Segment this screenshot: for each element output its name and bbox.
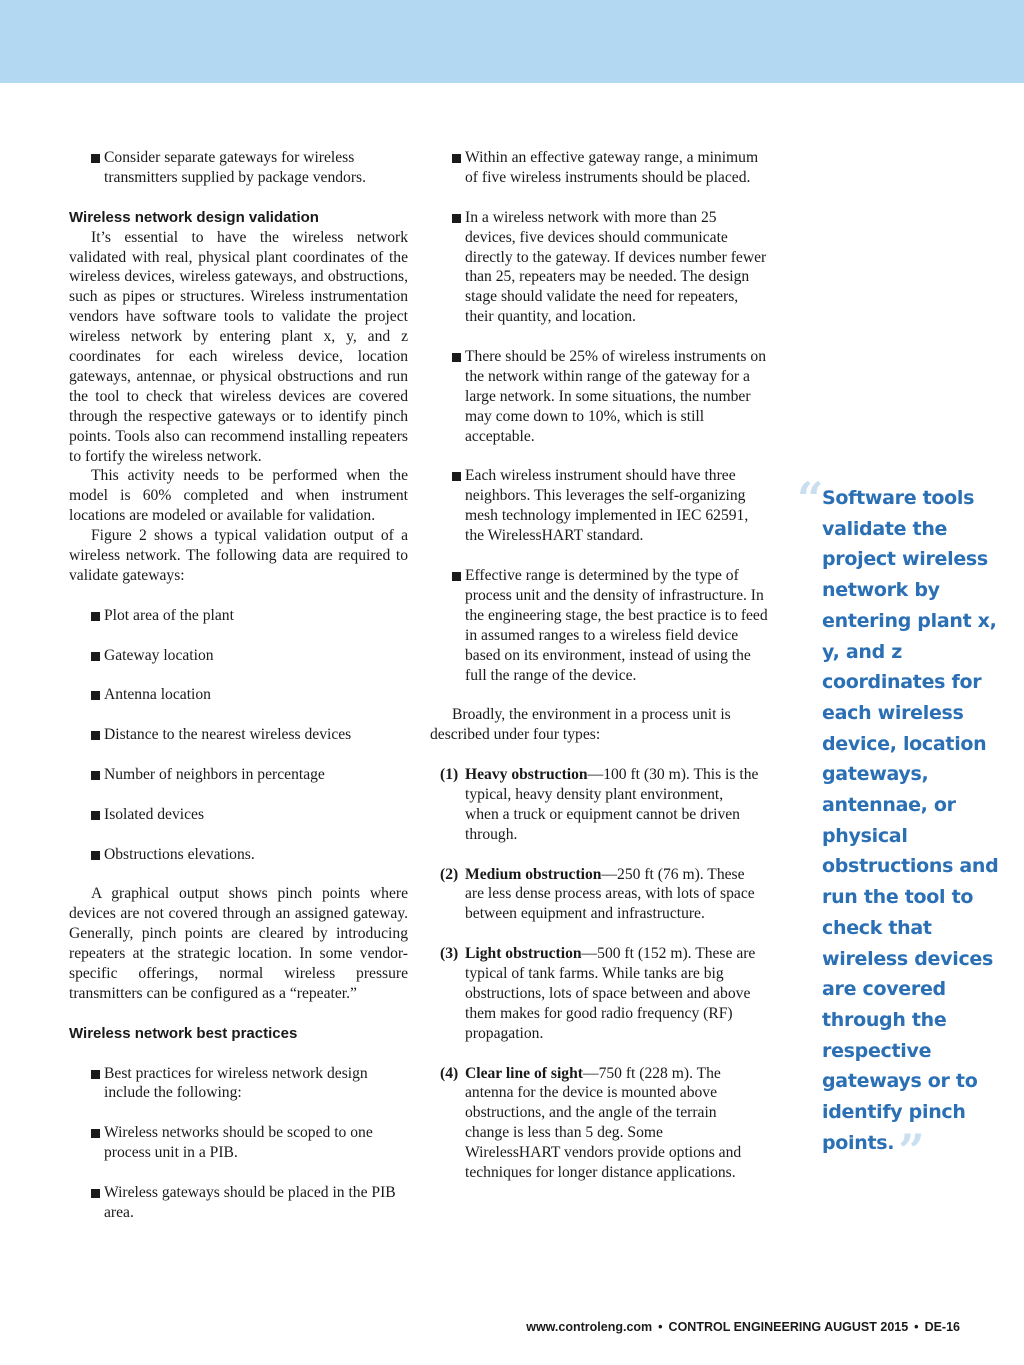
list-item: Plot area of the plant bbox=[69, 606, 408, 626]
list-item: In a wireless network with more than 25 devices, five devices should communicate directly to the gateway. If devices number fewer than 25, repeaters may be needed. The design stage should validate the need for repeaters, their quantity, and location. bbox=[430, 208, 768, 327]
pull-quote: Software tools validate the project wireless network by entering plant x, y, and z coordinates for each wireless device, location gateways, antennae, or physical obstructions and run the tool to check that wireless devices are covered through the respective gateways or to identify pinch points.” bbox=[822, 487, 999, 1178]
list-item: Each wireless instrument should have three neighbors. This leverages the self-organizing mesh technology implemented in IEC 62591, the WirelessHART standard. bbox=[430, 466, 768, 546]
list-item: Wireless gateways should be placed in the PIB area. bbox=[69, 1183, 408, 1223]
list-item: Number of neighbors in percentage bbox=[69, 765, 408, 785]
open-quote-icon: “ bbox=[797, 472, 824, 526]
best-practices-list-continued bbox=[430, 148, 768, 685]
footer-site: www.controleng.com bbox=[526, 1320, 653, 1334]
footer-magazine: CONTROL ENGINEERING AUGUST 2015 bbox=[668, 1320, 909, 1334]
list-item: Distance to the nearest wireless devices bbox=[69, 725, 408, 745]
bullet-square-icon bbox=[91, 1129, 100, 1138]
list-item: Isolated devices bbox=[69, 805, 408, 825]
bullet-square-icon bbox=[452, 472, 461, 481]
header-color-band bbox=[0, 0, 1024, 83]
list-item: Obstructions elevations. bbox=[69, 845, 408, 865]
paragraph: Broadly, the environment in a process unit is described under four types: bbox=[430, 706, 731, 744]
paragraph: This activity needs to be performed when the model is 60% completed and when instrument locations are modeled or available for validation. bbox=[69, 467, 408, 525]
list-item: (3) Light obstruction—500 ft (152 m). These are typical of tank farms. While tanks are big obstructions, lots of space between and above them makes for good radio frequency (RF) propagation. bbox=[440, 945, 756, 1042]
paragraph: A graphical output shows pinch points where devices are not covered through an assigned gateway. Generally, pinch points are cleared by introducing repeaters at the strategic location. In some vendor-specific offerings, normal wireless pressure transmitters can be configured as a “repeater.” bbox=[69, 885, 408, 1002]
bullet-square-icon bbox=[91, 851, 100, 860]
validation-data-list bbox=[69, 606, 408, 865]
bullet-square-icon bbox=[91, 652, 100, 661]
list-item: (2) Medium obstruction—250 ft (76 m). These are less dense process areas, with lots of space between equipment and infrastructure. bbox=[440, 865, 755, 923]
bullet-square-icon bbox=[91, 154, 100, 163]
bullet-square-icon bbox=[452, 572, 461, 581]
environment-types-list bbox=[430, 765, 768, 1183]
list-item: Within an effective gateway range, a minimum of five wireless instruments should be placed. bbox=[430, 148, 768, 188]
bullet-square-icon bbox=[452, 353, 461, 362]
close-quote-icon: ” bbox=[898, 1123, 925, 1178]
left-column bbox=[69, 148, 408, 1223]
list-item: There should be 25% of wireless instruments on the network within range of the gateway for a large network. In some situations, the number may come down to 10%, which is still acceptable. bbox=[430, 347, 768, 447]
list-item: (4) Clear line of sight—750 ft (228 m). The antenna for the device is mounted above obstructions, and the angle of the terrain change is less than 5 deg. Some WirelessHART vendors provide options and techniques for longer distance applications. bbox=[440, 1064, 742, 1182]
paragraph: It’s essential to have the wireless network validated with real, physical plant coordinates of the wireless devices, wireless gateways, and obstructions, such as pipes or structures. Wireless instrumentation vendors have software tools to validate the project wireless network by entering plant x, y, and z coordinates for each wireless device, location gateways, antennae, or physical obstructions and run the tool to check that wireless devices are covered through the respective gateways or to identify pinch points. Tools also can recommend installing repeaters to fortify the wireless network. bbox=[69, 228, 408, 465]
list-item: Consider separate gateways for wireless transmitters supplied by package vendors. bbox=[69, 148, 408, 188]
list-item: Antenna location bbox=[69, 685, 408, 705]
section-heading: Wireless network best practices bbox=[69, 1024, 298, 1042]
bullet-square-icon bbox=[91, 811, 100, 820]
bullet-square-icon bbox=[91, 731, 100, 740]
list-item: Wireless networks should be scoped to one process unit in a PIB. bbox=[69, 1123, 408, 1163]
footer-page-number: DE-16 bbox=[924, 1320, 960, 1334]
bullet-square-icon bbox=[91, 771, 100, 780]
bullet-square-icon bbox=[91, 1189, 100, 1198]
list-item: Gateway location bbox=[69, 646, 408, 666]
bullet-square-icon bbox=[452, 154, 461, 163]
bullet-square-icon bbox=[452, 214, 461, 223]
list-item: Effective range is determined by the type of process unit and the density of infrastructure. In the engineering stage, the best practice is to feed in assumed ranges to a wireless field device based on its environment, instead of using the full the range of the device. bbox=[430, 566, 768, 685]
bullet-square-icon bbox=[91, 1070, 100, 1079]
paragraph: Figure 2 shows a typical validation output of a wireless network. The following data are required to validate gateways: bbox=[69, 527, 408, 585]
best-practices-list bbox=[69, 1064, 408, 1223]
list-item: Best practices for wireless network design include the following: bbox=[69, 1064, 408, 1104]
section-heading: Wireless network design validation bbox=[69, 208, 319, 226]
bullet-square-icon bbox=[91, 612, 100, 621]
bullet-square-icon bbox=[91, 691, 100, 700]
page-footer: www.controleng.com • CONTROL ENGINEERING AUGUST 2015 • DE-16 bbox=[526, 1320, 960, 1334]
middle-column bbox=[430, 148, 768, 1183]
list-item: (1) Heavy obstruction—100 ft (30 m). This is the typical, heavy density plant environment, when a truck or equipment cannot be driven through. bbox=[440, 766, 759, 843]
intro-bullet-list bbox=[69, 148, 408, 188]
